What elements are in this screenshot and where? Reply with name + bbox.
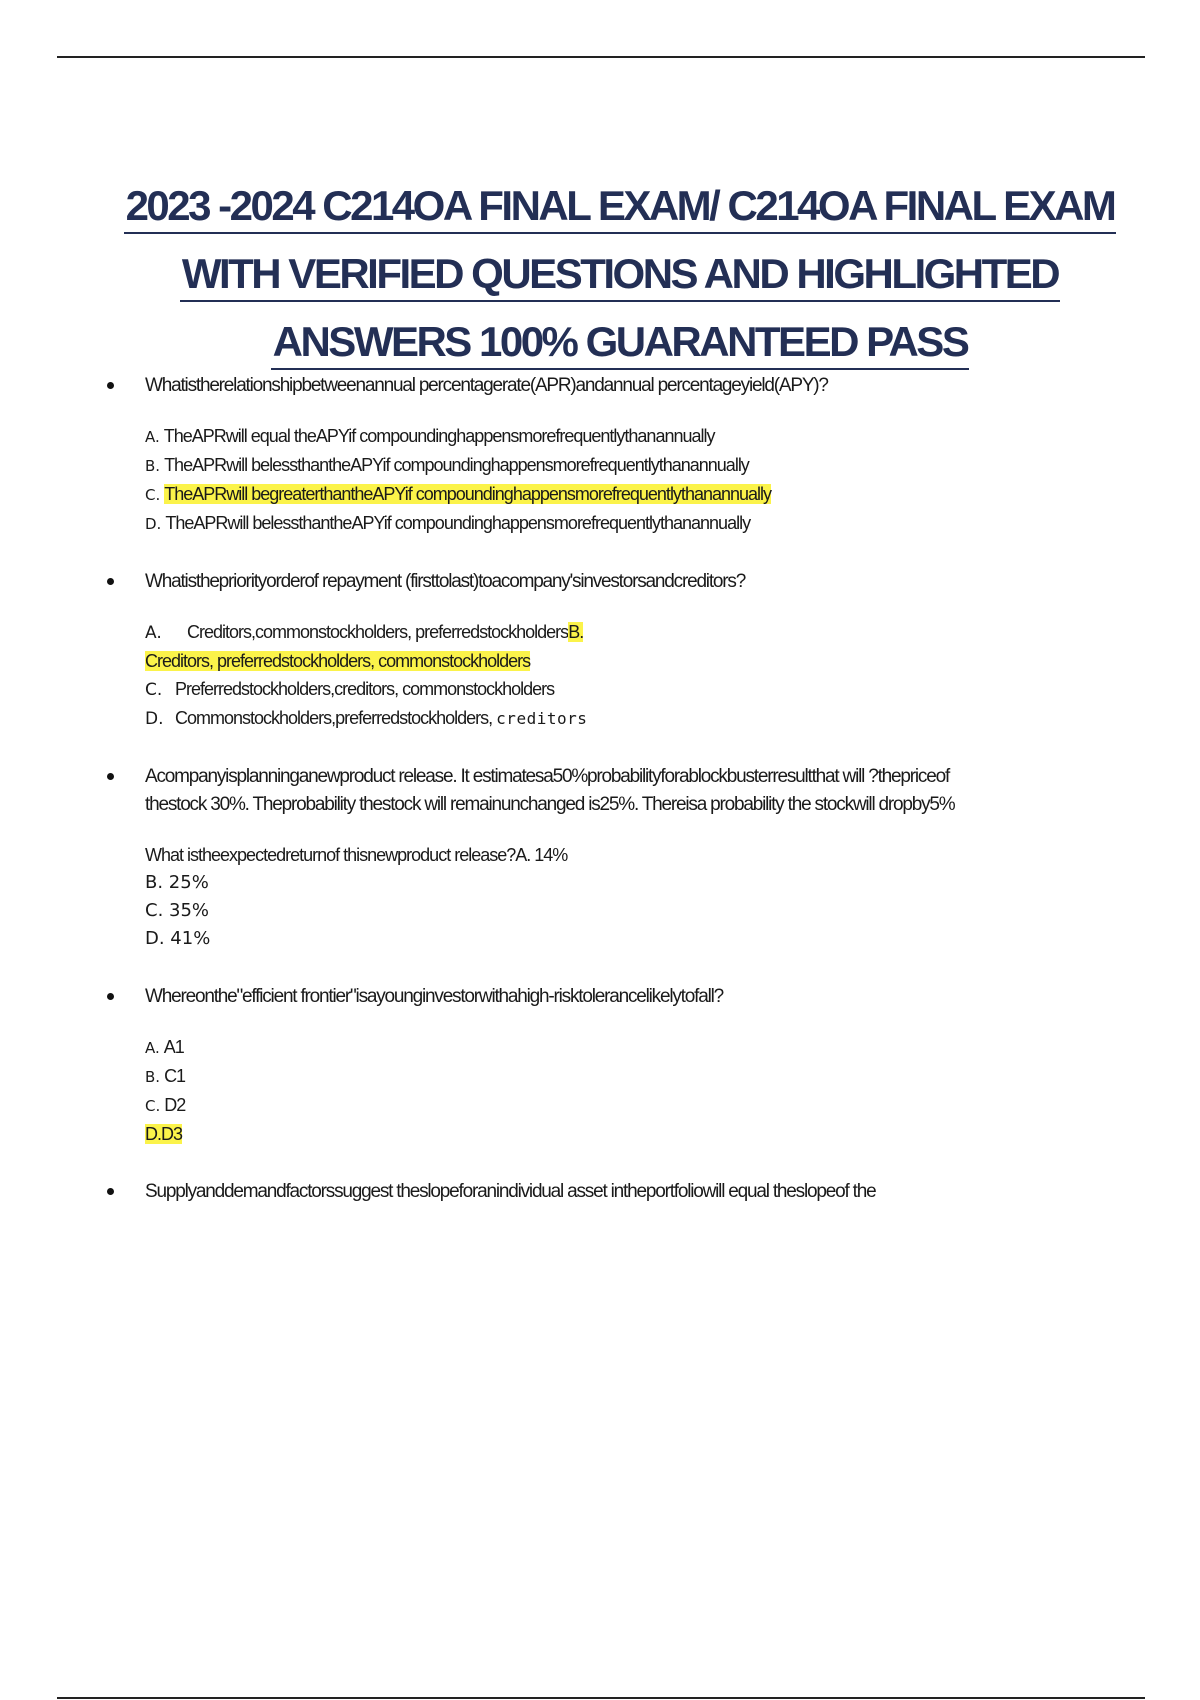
question-5 xyxy=(0,1178,1085,1206)
option-c: C. D2 xyxy=(145,1095,186,1115)
option-b-correct xyxy=(145,647,1085,675)
title-line-3: ANSWERS 100% GUARANTEED PASS xyxy=(271,316,970,370)
question-3-prompt: What istheexpectedreturnof thisnewproduct release?A. 14% xyxy=(145,845,568,865)
highlighted-answer: TheAPRwill begreaterthantheAPYif compoundinghappensmorefrequentlythanannually xyxy=(164,484,772,504)
bullet-icon xyxy=(107,1188,114,1195)
question-2-text: Whatisthepriorityorderof repayment (firsttolast)toacompany'sinvestorsandcreditors? xyxy=(145,571,746,592)
option-c: C. 35% xyxy=(145,900,210,921)
title-line-2: WITH VERIFIED QUESTIONS AND HIGHLIGHTED xyxy=(180,248,1060,302)
option-d: D. 41% xyxy=(145,928,211,949)
document-title xyxy=(40,172,1200,376)
option-a: A. Creditors,commonstockholders, preferredstockholdersB. xyxy=(145,622,584,643)
title-line-1: 2023 -2024 C214OA FINAL EXAM/ C214OA FINAL EXAM xyxy=(124,180,1117,234)
highlighted-answer-letter: B. xyxy=(568,622,584,642)
question-3-text-line-2: thestock 30%. Theprobability thestock will remainunchanged is25%. Thereisa probability the stockwill dropby5% xyxy=(145,794,955,815)
question-2 xyxy=(0,568,1085,733)
highlighted-answer: D.D3 xyxy=(145,1124,183,1144)
option-d: D. Commonstockholders,preferredstockholders, creditors xyxy=(145,708,588,729)
question-4 xyxy=(0,983,1085,1148)
highlighted-answer: Creditors, preferredstockholders, commonstockholders xyxy=(145,651,531,671)
question-5-text: Supplyanddemandfactorssuggest theslopeforanindividual asset intheportfoliowill equal theslopeof the xyxy=(145,1181,876,1202)
question-3-text-line-1: Acompanyisplanninganewproduct release. It estimatesa50%probabilityforablockbusterresultthat will ?thepriceof xyxy=(145,766,950,787)
option-a: A. TheAPRwill equal theAPYif compoundinghappensmorefrequentlythanannually xyxy=(145,426,715,446)
question-2-options xyxy=(145,618,1085,733)
option-b: B. C1 xyxy=(145,1066,186,1086)
bullet-icon xyxy=(107,773,114,780)
option-a: A. A1 xyxy=(145,1037,184,1057)
question-1 xyxy=(0,372,1085,538)
question-4-text: Whereonthe"efficient frontier"isayounginvestorwithahigh-risktolerancelikelytofall? xyxy=(145,986,723,1007)
question-1-text: Whatistherelationshipbetweenannual percentagerate(APR)andannual percentageyield(APY)? xyxy=(145,375,828,396)
bullet-icon xyxy=(107,993,114,1000)
question-3 xyxy=(0,763,1085,953)
question-4-options xyxy=(145,1033,1085,1148)
bullet-icon xyxy=(107,382,114,389)
bullet-icon xyxy=(107,578,114,585)
option-b: B. 25% xyxy=(145,872,209,893)
question-1-options xyxy=(145,422,1085,538)
option-c-correct: C. TheAPRwill begreaterthantheAPYif compoundinghappensmorefrequentlythanannually xyxy=(145,484,772,504)
bottom-rule xyxy=(57,1697,1145,1699)
option-d: D. TheAPRwill belessthantheAPYif compoundinghappensmorefrequentlythanannually xyxy=(145,513,751,533)
option-b: B. TheAPRwill belessthantheAPYif compoundinghappensmorefrequentlythanannually xyxy=(145,455,749,475)
questions-list xyxy=(0,372,1200,1206)
option-d-correct xyxy=(145,1120,1085,1148)
option-c: C. Preferredstockholders,creditors, commonstockholders xyxy=(145,679,555,700)
top-rule xyxy=(57,56,1145,58)
question-3-options xyxy=(145,841,1085,953)
